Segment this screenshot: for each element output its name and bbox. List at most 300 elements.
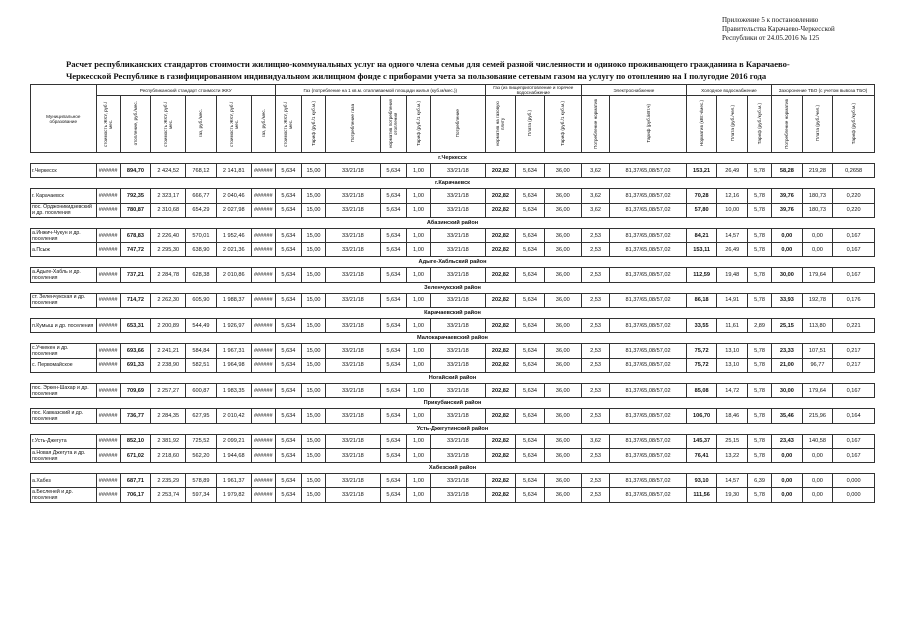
table-cell: 33/21/18 [431, 383, 486, 397]
table-cell: 2,53 [581, 383, 609, 397]
table-cell: 5,78 [748, 293, 772, 307]
table-cell: 0,00 [772, 488, 803, 502]
table-cell: 2,53 [581, 488, 609, 502]
table-cell: 2 323,17 [151, 189, 186, 203]
table-cell: 179,64 [802, 268, 833, 282]
table-cell: 638,90 [186, 243, 217, 257]
column-header [96, 96, 120, 153]
table-cell: 0,00 [772, 243, 803, 257]
table-cell: 13,10 [717, 358, 748, 372]
table-cell: ###### [251, 344, 275, 358]
table-cell: 5,634 [380, 203, 406, 217]
table-cell: 1 964,98 [216, 358, 251, 372]
table-cell: 0,00 [772, 448, 803, 462]
table-cell: 202,82 [485, 243, 516, 257]
table-row [31, 474, 875, 488]
table-cell: 0,167 [833, 434, 875, 448]
table-cell: 5,634 [516, 164, 544, 178]
table-cell: 86,18 [686, 293, 717, 307]
table-cell: 81,37/65,08/57,02 [610, 243, 687, 257]
table-cell: 36,00 [544, 164, 581, 178]
table-cell: 36,00 [544, 344, 581, 358]
table-cell: 5,634 [380, 344, 406, 358]
table-cell: 15,00 [302, 358, 326, 372]
table-cell: 33/21/18 [326, 383, 381, 397]
table-cell: 628,38 [186, 268, 217, 282]
table-cell: 202,82 [485, 268, 516, 282]
table-cell: 2 284,78 [151, 268, 186, 282]
table-cell: ###### [251, 319, 275, 333]
table-row [31, 164, 875, 178]
region-row [31, 257, 875, 268]
table-cell: 33/21/18 [326, 344, 381, 358]
column-header-label: Тариф (руб./куб.м.) [851, 102, 857, 145]
table-cell: 544,49 [186, 319, 217, 333]
table-cell: 5,78 [748, 383, 772, 397]
table-cell: 2 021,36 [216, 243, 251, 257]
column-header [544, 96, 581, 153]
table-cell: 5,634 [380, 293, 406, 307]
table-cell: ###### [96, 189, 120, 203]
column-header-label: Потребление норматив [784, 98, 790, 149]
column-header [802, 96, 833, 153]
table-cell: 2,53 [581, 409, 609, 423]
table-cell: ###### [96, 448, 120, 462]
table-cell: 5,634 [516, 243, 544, 257]
column-header-label: стоимость ЖКУ, руб./мес. [283, 100, 294, 147]
region-row [31, 398, 875, 409]
table-cell: 5,634 [275, 319, 301, 333]
table-row [31, 319, 875, 333]
table-cell: 1,00 [406, 228, 430, 242]
table-cell: ###### [96, 268, 120, 282]
table-cell: 1,00 [406, 448, 430, 462]
region-label: г.Карачаевск [31, 178, 875, 189]
table-cell: 14,91 [717, 293, 748, 307]
column-header [302, 96, 326, 153]
table-cell: ###### [251, 243, 275, 257]
standards-table [30, 84, 875, 503]
table-cell: 3,62 [581, 164, 609, 178]
column-header-label: стоимость ЖКУ, руб./мес. [228, 100, 239, 147]
table-cell: 33/21/18 [431, 228, 486, 242]
table-cell: 75,72 [686, 358, 717, 372]
table-cell: 36,00 [544, 189, 581, 203]
table-cell: 584,84 [186, 344, 217, 358]
table-cell: ###### [96, 383, 120, 397]
table-cell: ###### [96, 319, 120, 333]
table-cell: 5,634 [516, 474, 544, 488]
table-cell: 25,15 [772, 319, 803, 333]
table-cell: 671,02 [120, 448, 151, 462]
table-cell: 2,53 [581, 319, 609, 333]
column-header [516, 96, 544, 153]
table-cell: 5,634 [516, 228, 544, 242]
table-cell: 93,10 [686, 474, 717, 488]
table-cell: 0,167 [833, 228, 875, 242]
table-cell: 85,08 [686, 383, 717, 397]
table-cell: 691,33 [120, 358, 151, 372]
table-cell: 215,96 [802, 409, 833, 423]
table-cell: 5,78 [748, 434, 772, 448]
region-row [31, 333, 875, 344]
table-cell: 81,37/65,08/57,02 [610, 293, 687, 307]
region-label: Хабезский район [31, 463, 875, 474]
table-cell: 2,53 [581, 358, 609, 372]
table-cell: 0,00 [802, 228, 833, 242]
table-cell: 153,11 [686, 243, 717, 257]
column-header-label: стоимость ЖКУ, руб./мес. [163, 100, 174, 147]
table-cell: ###### [96, 358, 120, 372]
table-cell: 36,00 [544, 434, 581, 448]
table-cell: 33/21/18 [431, 448, 486, 462]
table-cell: 597,34 [186, 488, 217, 502]
column-header-label: отопление, руб./мес. [132, 101, 138, 146]
appendix-line: Приложение 5 к постановлению [722, 16, 819, 24]
table-cell: ###### [251, 228, 275, 242]
table-row [31, 243, 875, 257]
table-row [31, 434, 875, 448]
column-header-label: норматив потребления отопления [388, 99, 399, 148]
table-cell: 1 967,31 [216, 344, 251, 358]
region-label: Карачаевский район [31, 308, 875, 319]
column-header-label: Плата (руб./чел.) [814, 105, 820, 142]
table-cell: 33/21/18 [431, 293, 486, 307]
column-header-label: Тариф (руб./1 куб.м.) [415, 100, 421, 146]
region-row [31, 308, 875, 319]
table-cell: 5,634 [516, 488, 544, 502]
table-cell: 1,00 [406, 203, 430, 217]
table-cell: 36,00 [544, 488, 581, 502]
table-cell: 0,00 [802, 474, 833, 488]
table-cell: 192,78 [802, 293, 833, 307]
table-cell: 15,00 [302, 448, 326, 462]
table-cell: 5,634 [380, 243, 406, 257]
table-cell: 5,634 [275, 383, 301, 397]
table-cell: ###### [251, 434, 275, 448]
table-cell: 582,51 [186, 358, 217, 372]
table-cell: 5,634 [275, 409, 301, 423]
table-cell: 202,82 [485, 203, 516, 217]
table-cell: 36,00 [544, 293, 581, 307]
table-cell: 1 926,97 [216, 319, 251, 333]
municipality-name: с. Первомайское [31, 358, 97, 372]
region-label: Малокарачаевский район [31, 333, 875, 344]
table-cell: 5,634 [275, 488, 301, 502]
table-cell: 1,00 [406, 474, 430, 488]
table-cell: 654,29 [186, 203, 217, 217]
table-cell: ###### [251, 268, 275, 282]
table-cell: 5,78 [748, 344, 772, 358]
table-cell: 709,69 [120, 383, 151, 397]
table-cell: 3,62 [581, 434, 609, 448]
table-cell: 33,93 [772, 293, 803, 307]
table-cell: 33/21/18 [326, 474, 381, 488]
table-cell: 19,30 [717, 488, 748, 502]
table-cell: 5,634 [516, 344, 544, 358]
table-row [31, 409, 875, 423]
table-row [31, 203, 875, 217]
table-cell: 792,35 [120, 189, 151, 203]
table-cell: 15,00 [302, 344, 326, 358]
table-cell: 768,12 [186, 164, 217, 178]
table-cell: 81,37/65,08/57,02 [610, 409, 687, 423]
table-cell: 5,78 [748, 203, 772, 217]
table-cell: 14,57 [717, 228, 748, 242]
table-cell: 5,634 [516, 203, 544, 217]
table-cell: 737,21 [120, 268, 151, 282]
table-cell: 2 226,40 [151, 228, 186, 242]
table-cell: 5,634 [275, 474, 301, 488]
table-cell: 852,10 [120, 434, 151, 448]
municipality-name: ст. Зеленчукская и др. поселения [31, 293, 97, 307]
table-cell: 76,41 [686, 448, 717, 462]
region-row [31, 153, 875, 164]
table-cell: 5,634 [516, 358, 544, 372]
municipality-name: г.Усть-Джегута [31, 434, 97, 448]
table-cell: 179,64 [802, 383, 833, 397]
column-header [686, 96, 717, 153]
column-header-label: Потребление газа [350, 104, 356, 143]
table-cell: 2 253,74 [151, 488, 186, 502]
column-header [833, 96, 875, 153]
table-cell: 1,00 [406, 409, 430, 423]
table-cell: 1,00 [406, 434, 430, 448]
table-cell: 3,62 [581, 189, 609, 203]
table-row [31, 268, 875, 282]
table-cell: ###### [251, 293, 275, 307]
table-cell: 96,77 [802, 358, 833, 372]
column-header [717, 96, 748, 153]
table-cell: 180,73 [802, 189, 833, 203]
table-cell: 714,72 [120, 293, 151, 307]
table-cell: 5,634 [275, 358, 301, 372]
table-cell: 10,00 [717, 203, 748, 217]
table-cell: 81,37/65,08/57,02 [610, 319, 687, 333]
table-cell: 1 952,46 [216, 228, 251, 242]
column-header [581, 96, 609, 153]
table-cell: 15,00 [302, 228, 326, 242]
municipality-name: а.Адыге-Хабль и др. поселения [31, 268, 97, 282]
table-cell: 33/21/18 [431, 409, 486, 423]
table-cell: 2 295,30 [151, 243, 186, 257]
column-header-label: Тариф (руб./1 куб.м.) [311, 100, 317, 146]
table-cell: ###### [96, 243, 120, 257]
table-cell: 14,57 [717, 474, 748, 488]
table-cell: 0,176 [833, 293, 875, 307]
table-cell: 202,82 [485, 488, 516, 502]
table-cell: 12,16 [717, 189, 748, 203]
table-cell: 5,634 [516, 189, 544, 203]
table-cell: ###### [96, 344, 120, 358]
table-row [31, 448, 875, 462]
table-cell: 36,00 [544, 228, 581, 242]
column-header-label: газ, руб./мес. [260, 109, 266, 138]
table-cell: 1,00 [406, 164, 430, 178]
region-row [31, 217, 875, 228]
table-cell: 5,634 [380, 488, 406, 502]
table-cell: 5,634 [275, 189, 301, 203]
column-header [275, 96, 301, 153]
column-header [216, 96, 251, 153]
table-cell: 33/21/18 [431, 344, 486, 358]
table-cell: 578,89 [186, 474, 217, 488]
table-row [31, 293, 875, 307]
table-cell: 106,70 [686, 409, 717, 423]
table-cell: 36,00 [544, 474, 581, 488]
table-row [31, 344, 875, 358]
table-cell: 15,00 [302, 474, 326, 488]
table-cell: 33/21/18 [326, 488, 381, 502]
table-cell: 202,82 [485, 434, 516, 448]
table-cell: 36,00 [544, 409, 581, 423]
table-cell: 2 257,27 [151, 383, 186, 397]
column-header-label: стоимость ЖКУ, руб./мес. [103, 100, 114, 147]
table-cell: 1,00 [406, 293, 430, 307]
table-cell: 33/21/18 [326, 189, 381, 203]
table-cell: 15,00 [302, 164, 326, 178]
table-cell: 5,78 [748, 164, 772, 178]
region-label: г.Черкесск [31, 153, 875, 164]
table-cell: 5,634 [516, 319, 544, 333]
table-cell: 202,82 [485, 409, 516, 423]
table-cell: 15,00 [302, 319, 326, 333]
table-cell: 36,00 [544, 268, 581, 282]
cold-water-header: Холодное водоснабжение [686, 85, 771, 96]
table-cell: 5,634 [380, 358, 406, 372]
municipality-name: а.Новая Джегута и др. поселения [31, 448, 97, 462]
table-cell: ###### [251, 358, 275, 372]
table-cell: 33/21/18 [431, 189, 486, 203]
table-cell: 2 235,29 [151, 474, 186, 488]
table-cell: 15,00 [302, 243, 326, 257]
table-cell: 33/21/18 [431, 434, 486, 448]
table-cell: 2 381,92 [151, 434, 186, 448]
column-header [186, 96, 217, 153]
table-cell: 202,82 [485, 319, 516, 333]
table-cell: 25,15 [717, 434, 748, 448]
table-cell: 5,78 [748, 448, 772, 462]
table-cell: 0,220 [833, 203, 875, 217]
table-cell: 113,80 [802, 319, 833, 333]
table-cell: 145,37 [686, 434, 717, 448]
table-cell: 19,48 [717, 268, 748, 282]
table-cell: 0,00 [802, 448, 833, 462]
table-cell: 5,78 [748, 243, 772, 257]
table-cell: 39,76 [772, 203, 803, 217]
table-cell: ###### [96, 409, 120, 423]
column-header-label: Тариф (руб./кВт.ч) [645, 104, 651, 143]
table-cell: 1,00 [406, 383, 430, 397]
table-cell: 35,46 [772, 409, 803, 423]
electricity-header: Электроснабжение [581, 85, 686, 96]
table-cell: 18,46 [717, 409, 748, 423]
column-header [485, 96, 516, 153]
table-cell: 81,37/65,08/57,02 [610, 474, 687, 488]
table-cell: 15,00 [302, 189, 326, 203]
table-cell: 13,10 [717, 344, 748, 358]
table-row [31, 488, 875, 502]
table-cell: 0,00 [772, 228, 803, 242]
table-cell: 5,634 [380, 268, 406, 282]
table-cell: ###### [251, 383, 275, 397]
region-row [31, 372, 875, 383]
table-cell: 15,00 [302, 488, 326, 502]
table-cell: 0,000 [833, 474, 875, 488]
table-cell: 5,78 [748, 409, 772, 423]
table-cell: 5,634 [516, 409, 544, 423]
table-cell: ###### [251, 203, 275, 217]
table-cell: 5,634 [380, 474, 406, 488]
table-cell: 36,00 [544, 383, 581, 397]
table-cell: 81,37/65,08/57,02 [610, 488, 687, 502]
table-cell: 180,73 [802, 203, 833, 217]
table-cell: 894,70 [120, 164, 151, 178]
column-header-label: Плата (руб./чел.) [729, 105, 735, 142]
table-cell: 1,00 [406, 488, 430, 502]
title-line: Черкесской Республике в газифицированном индивидуальном жилищном фонде с приборами учета за пользование сетевым газом на услугу по отоплению на I полугодие 2016 года [66, 71, 767, 81]
table-cell: 0,00 [802, 488, 833, 502]
table-cell: 33/21/18 [326, 243, 381, 257]
table-cell: 33/21/18 [326, 164, 381, 178]
appendix-note [722, 16, 892, 43]
table-cell: 23,33 [772, 344, 803, 358]
table-cell: 15,00 [302, 409, 326, 423]
table-cell: 2 010,42 [216, 409, 251, 423]
table-cell: 81,37/65,08/57,02 [610, 383, 687, 397]
table-cell: 706,17 [120, 488, 151, 502]
table-cell: 0,167 [833, 243, 875, 257]
table-cell: 33/21/18 [431, 243, 486, 257]
table-cell: 2,53 [581, 474, 609, 488]
table-cell: 0,217 [833, 344, 875, 358]
table-cell: 202,82 [485, 448, 516, 462]
table-cell: 1 979,82 [216, 488, 251, 502]
table-cell: 5,634 [380, 164, 406, 178]
table-cell: 687,71 [120, 474, 151, 488]
municipality-name: г. Карачаевск [31, 189, 97, 203]
column-header [748, 96, 772, 153]
table-cell: 5,634 [380, 383, 406, 397]
table-cell: 1,00 [406, 268, 430, 282]
table-cell: 5,634 [380, 189, 406, 203]
table-cell: 33/21/18 [326, 434, 381, 448]
appendix-line: Республики от 24.05.2016 № 125 [722, 34, 820, 42]
table-cell: 0,167 [833, 383, 875, 397]
table-cell: 33/21/18 [431, 474, 486, 488]
table-cell: 0,2658 [833, 164, 875, 178]
table-cell: 30,00 [772, 383, 803, 397]
table-cell: ###### [96, 228, 120, 242]
table-cell: 5,78 [748, 189, 772, 203]
table-cell: 0,217 [833, 358, 875, 372]
table-cell: 11,61 [717, 319, 748, 333]
region-row [31, 178, 875, 189]
municipality-name: с.Учкекен и др. поселения [31, 344, 97, 358]
municipality-name: а.Бесленей и др. поселения [31, 488, 97, 502]
table-cell: 678,83 [120, 228, 151, 242]
table-cell: 2 241,21 [151, 344, 186, 358]
table-cell: 202,82 [485, 293, 516, 307]
table-cell: 600,87 [186, 383, 217, 397]
table-cell: 111,56 [686, 488, 717, 502]
table-cell: 33/21/18 [326, 448, 381, 462]
table-cell: 75,72 [686, 344, 717, 358]
table-cell: 70,28 [686, 189, 717, 203]
table-cell: 1,00 [406, 189, 430, 203]
appendix-line: Правительства Карачаево-Черкесской [722, 25, 835, 33]
table-cell: 1,00 [406, 243, 430, 257]
